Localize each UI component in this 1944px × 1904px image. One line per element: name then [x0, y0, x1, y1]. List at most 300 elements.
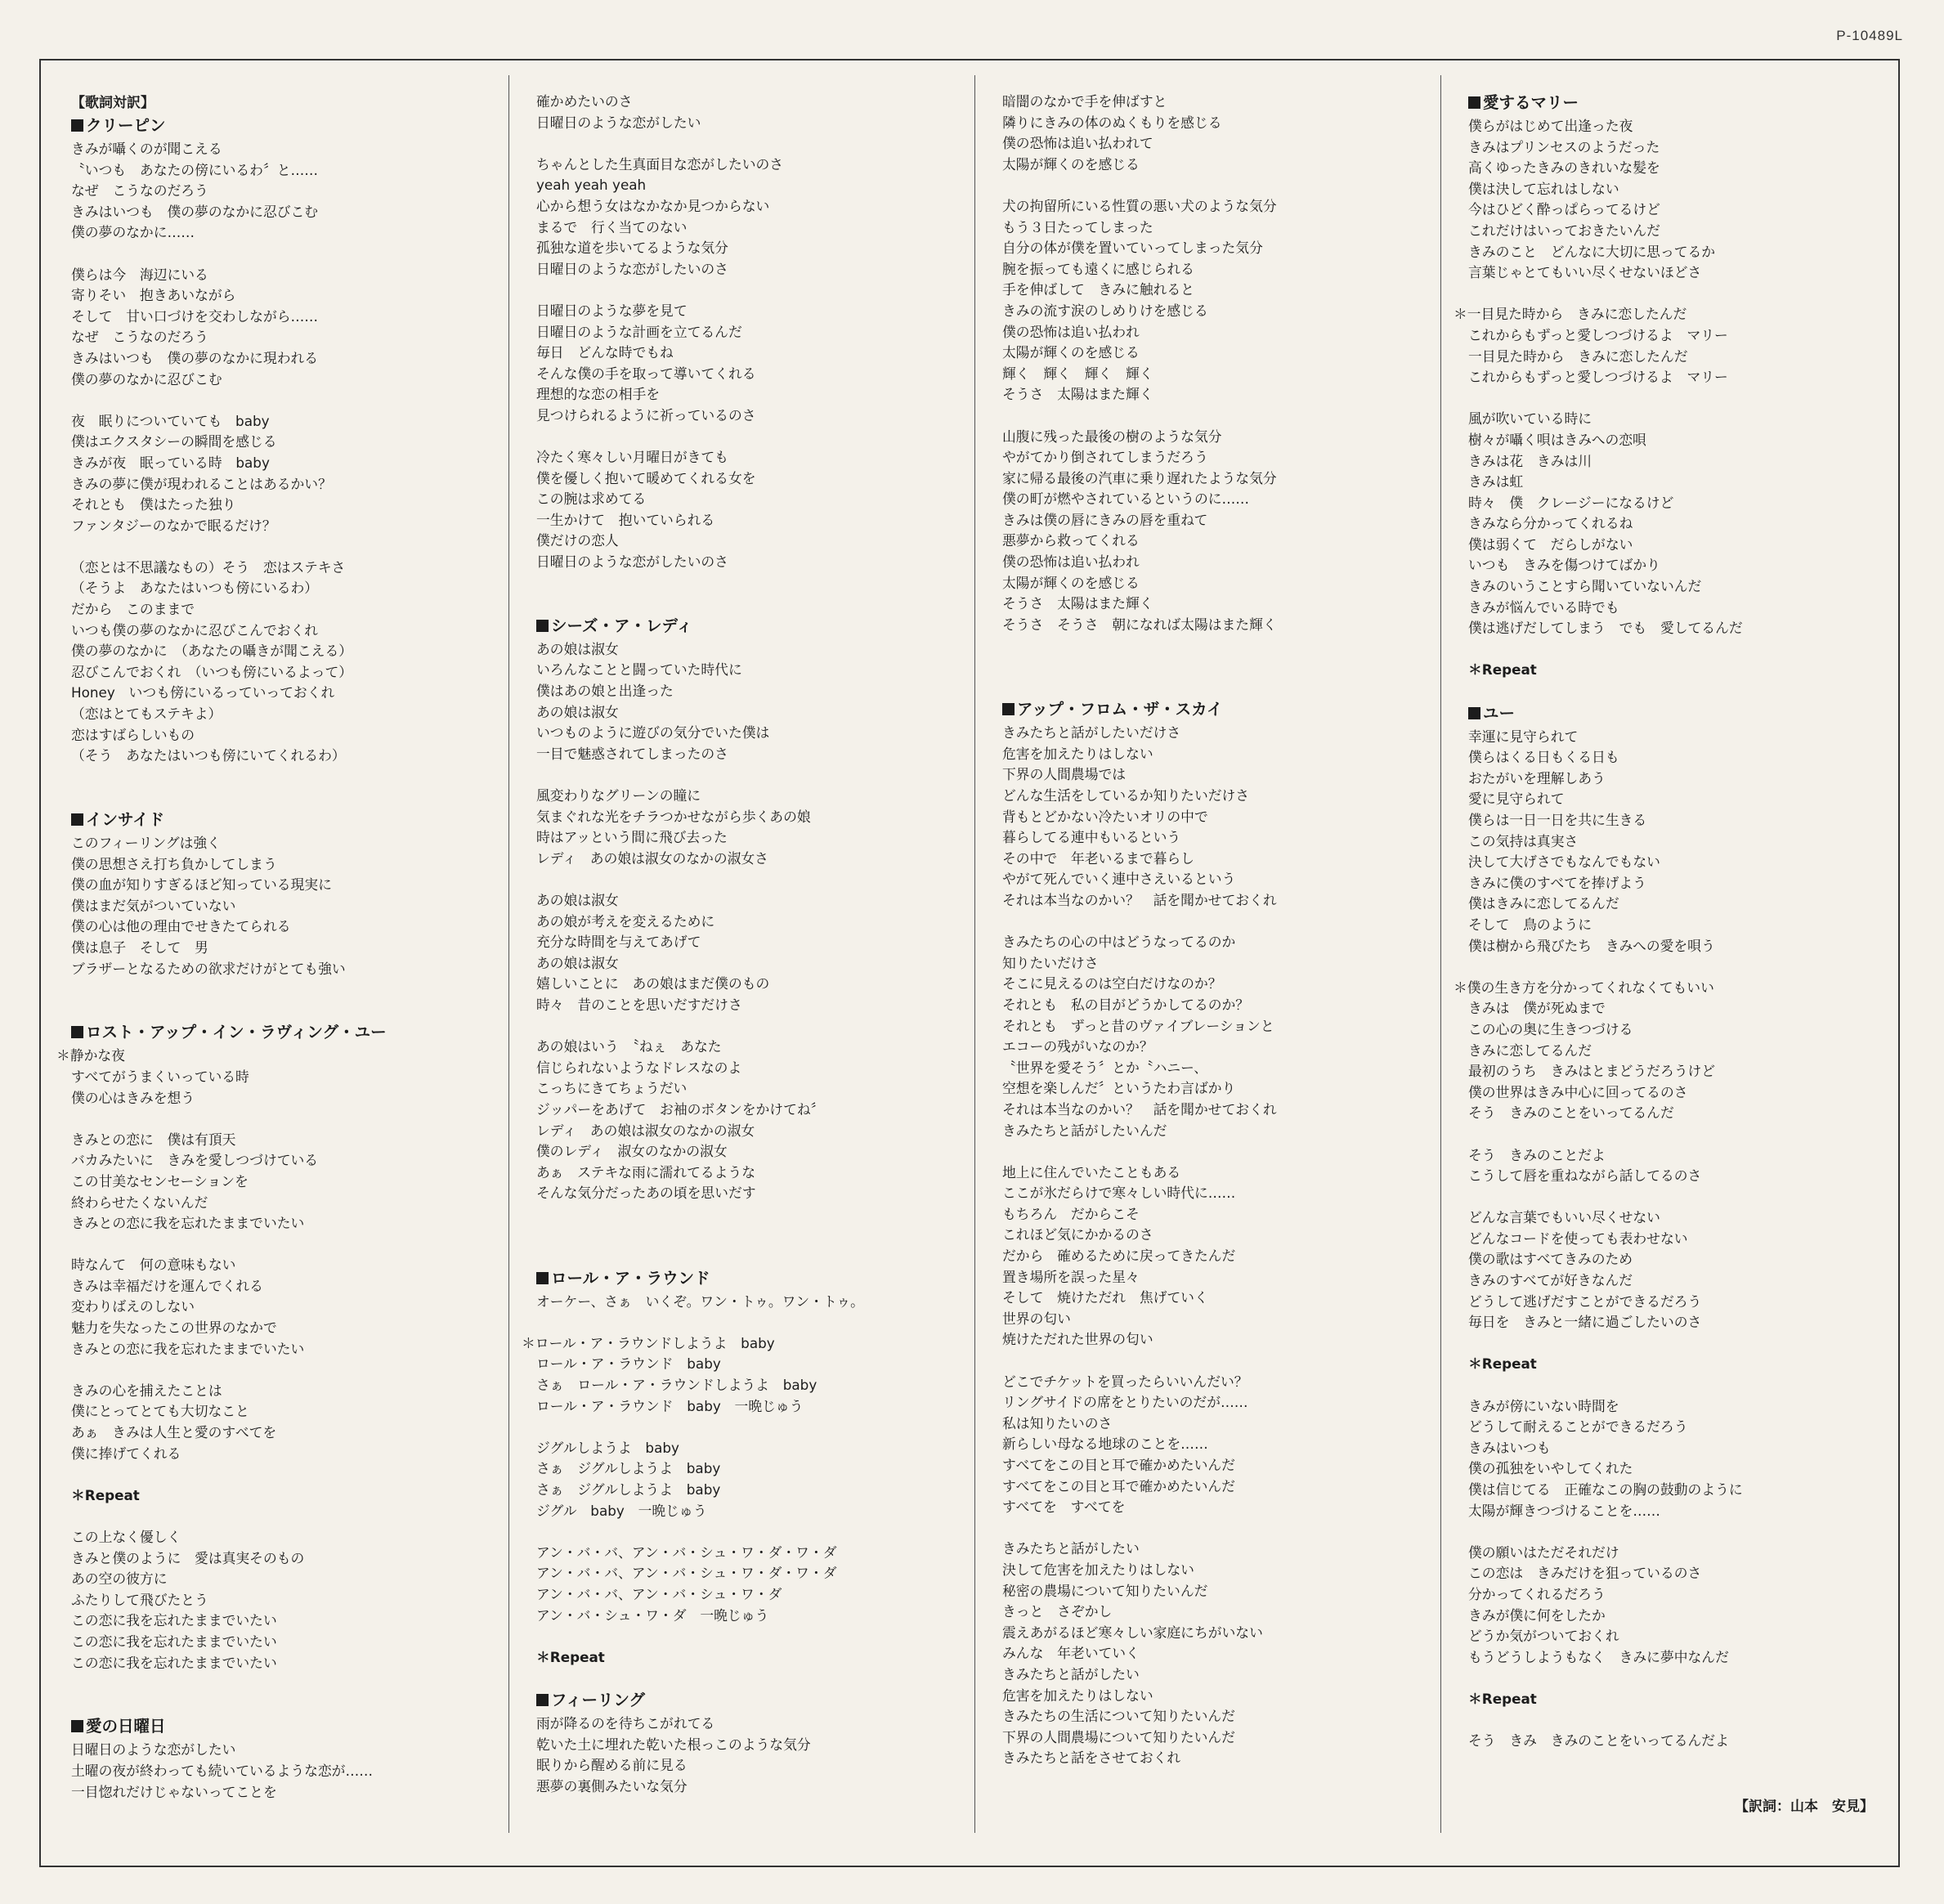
lyric-line: この腕は求めてる: [536, 491, 647, 508]
lyric-line: 僕の恐怖は追い払われて: [1002, 135, 1153, 152]
lyric-line: ここが氷だらけで寒々しい時代に……: [1002, 1185, 1236, 1202]
lyric-line: この恋は きみだけを狙っているのさ: [1468, 1565, 1702, 1582]
lyric-line: 嬉しいことに あの娘はまだ僕のもの: [536, 975, 770, 992]
lyric-line: 僕の孤独をいやしてくれた: [1468, 1460, 1633, 1477]
blank-line: [71, 244, 508, 265]
lyric-line: だから 確めるために戻ってきたんだ: [1002, 1248, 1236, 1265]
blank-line: [536, 764, 974, 786]
lyric-line: それとも 私の目がどうかしてるのか？: [1002, 996, 1250, 1013]
lyric-line: 僕の町が燃やされているというのに……: [1002, 491, 1250, 508]
song-title: アップ・フロム・ザ・スカイ: [1002, 698, 1440, 721]
lyric-line: 自分の体が僕を置いていってしまった気分: [1002, 240, 1263, 257]
lyric-line: そうさ 太陽はまた輝く: [1002, 595, 1153, 612]
lyric-line: きみたちと話がしたい: [1002, 1665, 1140, 1682]
song-title: インサイド: [71, 809, 508, 831]
lyric-line: ＊静かな夜: [56, 1047, 125, 1064]
lyric-line: 土曜の夜が終わっても続いているような恋が……: [71, 1762, 374, 1779]
song-title: ロール・ア・ラウンド: [536, 1267, 974, 1290]
blank-line: [1468, 1187, 1906, 1208]
lyric-line: これからもずっと愛しつづけるよ マリー: [1468, 326, 1728, 343]
lyric-line: きみたちと話がしたいんだ: [1002, 1122, 1167, 1139]
lyric-line: 眠りから醒める前に見る: [536, 1757, 688, 1774]
song-title: シーズ・ア・レディ: [536, 615, 974, 638]
blank-line: [536, 594, 974, 615]
lyric-line: あの娘は淑女: [536, 891, 619, 908]
lyric-line: いろんなことと闘っていた時代に: [536, 661, 742, 679]
lyric-line: 僕の夢のなかに （あなたの囁きが聞こえる）: [71, 643, 353, 660]
lyric-line: 犬の拘留所にいる性質の悪い犬のような気分: [1002, 197, 1277, 214]
lyric-line: あぁ きみは人生と愛のすべてを: [71, 1424, 277, 1441]
lyric-line: レディ あの娘は淑女のなかの淑女: [536, 1122, 755, 1139]
lyric-line: そう きみ きみのことをいってるんだよ: [1468, 1732, 1729, 1749]
lyric-line: 終わらせたくないんだ: [71, 1194, 208, 1211]
lyric-line: なぜ こうなのだろう: [71, 182, 208, 199]
lyric-line: この恋に我を忘れたままでいたい: [71, 1633, 277, 1650]
lyric-line: 危害を加えたりはしない: [1002, 745, 1153, 762]
lyric-line: 決して危害を加えたりはしない: [1002, 1561, 1194, 1578]
blank-line: [1468, 1521, 1906, 1543]
song-title: フィーリング: [536, 1689, 974, 1712]
repeat-marker: ＊Repeat: [71, 1486, 140, 1503]
lyric-line: 恋はすばらしいもの: [71, 726, 195, 743]
lyric-line: 知りたいだけさ: [1002, 954, 1099, 971]
lyric-line: きみは花 きみは川: [1468, 452, 1592, 469]
lyric-line: あの娘は淑女: [536, 954, 619, 971]
lyric-line: 雨が降るのを待ちこがれてる: [536, 1714, 715, 1732]
lyric-line: 僕は逃げだしてしまう でも 愛してるんだ: [1468, 620, 1743, 637]
lyric-line: そして 甘い口づけを交わしながら……: [71, 307, 319, 325]
lyric-line: 僕はあの娘と出逢った: [536, 683, 674, 700]
lyric-line: この甘美なセンセーションを: [71, 1172, 249, 1189]
blank-line: [1002, 1141, 1440, 1163]
lyric-line: 僕の夢のなかに忍びこむ: [71, 370, 222, 388]
lyric-line: 毎日を きみと一緒に過ごしたいのさ: [1468, 1314, 1702, 1331]
lyric-line: エコーの残がいなのか？: [1002, 1038, 1153, 1055]
blank-line: [71, 1695, 508, 1716]
lyric-line: ＊一目見た時から きみに恋したんだ: [1454, 306, 1687, 323]
lyric-line: 僕は息子 そして 男: [71, 939, 208, 956]
lyric-line: 乾いた土に埋れた乾いた根っこのような気分: [536, 1736, 811, 1753]
blank-line: [536, 1668, 974, 1689]
lyric-line: 時なんて 何の意味もない: [71, 1257, 236, 1274]
blank-line: [1468, 1375, 1906, 1396]
lyric-line: きみに恋してるんだ: [1468, 1042, 1592, 1059]
lyric-line: 僕はきみに恋してるんだ: [1468, 895, 1619, 912]
lyric-line: 僕のレディ 淑女のなかの淑女: [536, 1143, 728, 1160]
lyric-line: さぁ ロール・ア・ラウンドしようよ baby: [536, 1377, 817, 1394]
blank-line: [536, 1417, 974, 1438]
lyric-line: そこに見えるのは空白だけなのか？: [1002, 975, 1222, 992]
lyric-line: 〝世界を愛そう〞とか〝ハニー、: [1002, 1059, 1208, 1076]
lyric-line: 毎日 どんな時でもね: [536, 344, 674, 361]
lyric-line: あぁ ステキな雨に濡れてるような: [536, 1163, 755, 1180]
lyric-line: オーケー、さぁ いくぞ。ワン・トゥ。ワン・トゥ。: [536, 1292, 864, 1310]
lyric-line: 僕は弱くて だらしがない: [1468, 535, 1633, 553]
lyric-line: この上なく優しく: [71, 1529, 181, 1545]
blank-line: [1002, 1518, 1440, 1539]
blank-line: [1002, 175, 1440, 196]
lyric-line: ふたりして飛びたとう: [71, 1591, 208, 1608]
lyrics-sheet: [39, 59, 1900, 1867]
lyric-line: そんな気分だったあの頃を思いだす: [536, 1185, 756, 1202]
lyric-line: 〝いつも あなたの傍にいるわ〞と……: [71, 161, 319, 178]
blank-line: [536, 280, 974, 301]
lyric-line: 僕の心は他の理由でせきたてられる: [71, 918, 291, 935]
lyric-line: 日曜日のような恋がしたいのさ: [536, 260, 728, 277]
blank-line: [71, 979, 508, 1001]
lyric-line: （恋はとてもステキよ）: [71, 706, 222, 723]
song-title: 愛の日曜日: [71, 1715, 508, 1738]
blank-line: [1002, 656, 1440, 678]
lyric-line: きみたちと話がしたいだけさ: [1002, 724, 1181, 741]
blank-line: [536, 1225, 974, 1246]
lyric-line: ちゃんとした生真面目な恋がしたいのさ: [536, 155, 784, 172]
lyric-line: 風変わりなグリーンの瞳に: [536, 787, 701, 804]
lyric-line: （恋とは不思議なもの）そう 恋はステキさ: [71, 558, 346, 576]
lyric-line: この恋に我を忘れたままでいたい: [71, 1654, 277, 1671]
lyric-line: 空想を楽しんだ〞というたわ言ばかり: [1002, 1080, 1236, 1097]
lyric-line: きみと僕のように 愛は真実そのもの: [71, 1549, 305, 1566]
lyric-line: 腕を振っても遠くに感じられる: [1002, 260, 1194, 277]
lyric-line: これからもずっと愛しつづけるよ マリー: [1468, 369, 1728, 386]
blank-line: [71, 1464, 508, 1485]
column-divider: [1440, 75, 1441, 1833]
blank-line: [1002, 678, 1440, 699]
lyric-line: アン・バ・シュ・ワ・ダ 一晩じゅう: [536, 1606, 769, 1624]
lyric-line: すべてをこの目と耳で確かめたいんだ: [1002, 1457, 1235, 1473]
lyric-line: きみは虹: [1468, 473, 1524, 491]
lyric-line: 僕の夢のなかに……: [71, 224, 195, 241]
lyric-line: これだけはいっておきたいんだ: [1468, 222, 1660, 239]
lyric-line: きみのいうことすら聞いていないんだ: [1468, 578, 1702, 595]
lyric-line: 愛に見守られて: [1468, 791, 1565, 808]
blank-line: [536, 1521, 974, 1543]
lyric-line: アン・バ・バ、アン・バ・シュ・ワ・ダ・ワ・ダ: [536, 1543, 837, 1561]
lyric-line: 僕に捧げてくれる: [71, 1445, 181, 1462]
lyric-line: 僕を優しく抱いて暖めてくれる女を: [536, 469, 756, 486]
blank-line: [536, 133, 974, 155]
lyric-line: これほど気にかかるのさ: [1002, 1226, 1153, 1243]
lyric-line: きみたちの生活について知りたいんだ: [1002, 1708, 1235, 1725]
lyric-line: きみが悩んでいる時でも: [1468, 598, 1619, 616]
lyric-line: 一生かけて 抱いていられる: [536, 511, 715, 528]
lyric-line: 最初のうち きみはとまどうだろうけど: [1468, 1063, 1716, 1080]
lyric-line: 僕だけの恋人: [536, 532, 619, 549]
lyric-line: きみが夜 眠っている時 baby: [71, 454, 270, 471]
lyric-line: 暮らしてる連中もいるという: [1002, 829, 1181, 846]
lyrics-column-1: [56, 92, 508, 1803]
lyric-line: 僕の歌はすべてきみのため: [1468, 1251, 1633, 1268]
lyric-line: もちろん だからこそ: [1002, 1205, 1140, 1222]
lyric-line: どんな言葉でもいい尽くせない: [1468, 1209, 1660, 1226]
lyric-line: 信じられないようなドレスなのよ: [536, 1059, 742, 1076]
lyric-line: この恋に我を忘れたままでいたい: [71, 1612, 277, 1629]
lyric-line: きみたちと話がしたい: [1002, 1540, 1140, 1557]
lyric-line: 時はアッという間に飛び去った: [536, 829, 728, 846]
lyric-line: この気持は真実さ: [1468, 832, 1579, 849]
lyric-line: 僕らは一日一日を共に生きる: [1468, 812, 1647, 828]
lyric-line: 僕の恐怖は追い払われ: [1002, 323, 1140, 340]
lyric-line: 日曜日のような夢を見て: [536, 302, 688, 319]
lyric-line: どうして逃げだすことができるだろう: [1468, 1292, 1702, 1310]
lyric-line: 置き場所を誤った星々: [1002, 1268, 1140, 1285]
lyric-line: 確かめたいのさ: [536, 93, 633, 110]
lyric-line: きみの心を捕えたことは: [71, 1382, 222, 1399]
blank-line: [536, 427, 974, 448]
lyric-line: 僕らがはじめて出逢った夜: [1468, 118, 1633, 134]
lyric-line: 太陽が輝きつづけることを……: [1468, 1502, 1660, 1519]
lyric-line: きみは幸福だけを運んでくれる: [71, 1277, 263, 1294]
lyric-line: ジグル baby 一晩じゅう: [536, 1502, 707, 1519]
lyric-line: 時々 僕 クレージーになるけど: [1468, 494, 1674, 511]
lyric-line: あの空の彼方に: [71, 1570, 168, 1588]
lyric-line: ジグルしようよ baby: [536, 1439, 679, 1456]
lyrics-column-3: [1002, 92, 1440, 1769]
lyric-line: もう３日たってしまった: [1002, 218, 1153, 235]
blank-line: [71, 1360, 508, 1381]
lyric-line: 幸運に見守られて: [1468, 728, 1579, 745]
lyric-line: すべてをこの目と耳で確かめたいんだ: [1002, 1477, 1235, 1494]
lyric-line: 魅力を失なったこの世界のなかで: [71, 1319, 277, 1337]
lyric-line: バカみたいに きみを愛しつづけている: [71, 1152, 319, 1169]
blank-line: [1002, 635, 1440, 656]
lyric-line: 決して大げさでもなんでもない: [1468, 853, 1660, 871]
lyric-line: すべてを すべてを: [1002, 1499, 1126, 1516]
lyric-line: どんな生活をしているか知りたいだけさ: [1002, 787, 1250, 804]
song-title: クリーピン: [71, 114, 508, 137]
lyric-line: 一目見た時から きみに恋したんだ: [1468, 347, 1688, 365]
lyric-line: 日曜日のような計画を立てるんだ: [536, 323, 742, 340]
lyric-line: きみなら分かってくれるね: [1468, 515, 1633, 532]
lyric-line: このフィーリングは強く: [71, 835, 221, 851]
blank-line: [71, 1001, 508, 1022]
lyric-line: そして 焼けただれ 焦げていく: [1002, 1289, 1208, 1306]
lyric-line: 今はひどく酔っぱらってるけど: [1468, 201, 1660, 218]
blank-line: [536, 1016, 974, 1037]
blank-line: [1468, 388, 1906, 410]
blank-line: [1002, 912, 1440, 933]
lyric-line: 手を伸ばして きみに触れると: [1002, 281, 1194, 298]
lyric-line: 一目惚れだけじゃないってことを: [71, 1783, 277, 1800]
repeat-marker: ＊Repeat: [1468, 661, 1537, 679]
lyric-line: 樹々が囁く唄はきみへの恋唄: [1468, 431, 1646, 448]
lyric-line: 僕の思想さえ打ち負かしてしまう: [71, 855, 277, 872]
lyric-line: どんなコードを使っても表わせない: [1468, 1230, 1688, 1247]
lyric-line: 言葉じゃとてもいい尽くせないほどさ: [1468, 264, 1702, 281]
blank-line: [71, 1234, 508, 1256]
lyric-line: きみの流す涙のしめりけを感じる: [1002, 302, 1208, 319]
lyric-line: そう きみのことをいってるんだ: [1468, 1104, 1674, 1122]
blank-line: [71, 536, 508, 558]
lyric-line: だから このままで: [71, 601, 195, 618]
lyric-line: 震えあがるほど寒々しい家庭にちがいない: [1002, 1624, 1263, 1641]
lyric-line: こっちにきてちょうだい: [536, 1080, 688, 1097]
lyric-line: すべてがうまくいっている時: [71, 1068, 249, 1085]
lyric-line: 僕の世界はきみ中心に回ってるのさ: [1468, 1083, 1688, 1100]
blank-line: [536, 1204, 974, 1225]
section-tag: 【歌詞対訳】: [71, 95, 155, 111]
lyric-line: ＊ロール・ア・ラウンドしようよ baby: [522, 1334, 775, 1351]
lyric-line: 下界の人間農場について知りたいんだ: [1002, 1728, 1235, 1745]
blank-line: [1468, 284, 1906, 305]
blank-line: [536, 1312, 974, 1333]
lyric-line: きみが囁くのが聞こえる: [71, 141, 222, 157]
lyric-line: 世界の匂い: [1002, 1310, 1071, 1327]
lyric-line: きっと さぞかし: [1002, 1603, 1113, 1620]
lyric-line: 僕らは今 海辺にいる: [71, 266, 208, 283]
blank-line: [1468, 639, 1906, 661]
lyric-line: 危害を加えたりはしない: [1002, 1687, 1153, 1704]
column-divider: [974, 75, 975, 1833]
lyric-line: いつも僕の夢のなかに忍びこんでおくれ: [71, 621, 319, 638]
lyric-line: きみが僕に何をしたか: [1468, 1606, 1606, 1624]
lyric-line: （そうよ あなたはいつも傍にいるわ）: [71, 580, 319, 597]
lyric-line: 僕にとってとても大切なこと: [71, 1403, 249, 1420]
lyric-line: きみたちの心の中はどうなってるのか: [1002, 934, 1236, 951]
lyric-line: あの娘はいう 〝ねぇ あなた: [536, 1038, 722, 1055]
lyric-line: きみの夢に僕が現われることはあるかい？: [71, 475, 332, 492]
lyric-line: 新らしい母なる地球のことを……: [1002, 1436, 1208, 1453]
song-title: ロスト・アップ・イン・ラヴィング・ユー: [71, 1021, 508, 1044]
lyric-line: 僕はまだ気がついていない: [71, 897, 236, 914]
lyric-line: 心から想う女はなかなか見つからない: [536, 197, 770, 214]
lyric-line: みんな 年老いていく: [1002, 1645, 1140, 1662]
lyric-line: ジッパーをあげて お袖のボタンをかけてね〞: [536, 1100, 825, 1118]
lyric-line: 冷たく寒々しい月曜日がきても: [536, 449, 728, 466]
repeat-marker: ＊Repeat: [1468, 1355, 1537, 1373]
lyric-line: 僕は信じてる 正確なこの胸の鼓動のように: [1468, 1481, 1743, 1498]
lyric-line: 下界の人間農場では: [1002, 766, 1127, 783]
repeat-marker: ＊Repeat: [536, 1648, 605, 1665]
lyric-line: ブラザーとなるための欲求だけがとても強い: [71, 960, 346, 977]
blank-line: [71, 787, 508, 809]
blank-line: [1468, 1333, 1906, 1355]
lyric-line: 秘密の農場について知りたいんだ: [1002, 1582, 1208, 1599]
lyric-line: 悪夢から救ってくれる: [1002, 532, 1140, 549]
lyric-line: 僕の心はきみを想う: [71, 1089, 195, 1106]
lyric-line: 私は知りたいのさ: [1002, 1414, 1113, 1431]
lyrics-column-4: [1454, 92, 1906, 1752]
lyric-line: あの娘は淑女: [536, 703, 619, 720]
blank-line: [71, 1506, 508, 1527]
lyric-line: どうして耐えることができるだろう: [1468, 1418, 1688, 1436]
lyric-line: 忍びこんでおくれ （いつも傍にいるよって）: [71, 663, 353, 680]
lyric-line: 太陽が輝くのを感じる: [1002, 344, 1140, 361]
blank-line: [1002, 405, 1440, 427]
lyric-line: こうして唇を重ねながら話してるのさ: [1468, 1167, 1702, 1185]
lyric-line: yeah yeah yeah: [536, 177, 647, 194]
lyric-line: 僕はエクスタシーの瞬間を感じる: [71, 433, 277, 450]
song-title: 愛するマリー: [1468, 92, 1906, 114]
lyric-line: 風が吹いている時に: [1468, 410, 1592, 428]
blank-line: [71, 1673, 508, 1695]
blank-line: [1468, 956, 1906, 978]
lyric-line: 僕は樹から飛びたち きみへの愛を唄う: [1468, 937, 1715, 954]
lyrics-column-2: [522, 92, 974, 1797]
repeat-marker: ＊Repeat: [1468, 1690, 1537, 1707]
lyric-line: 理想的な恋の相手を: [536, 386, 661, 403]
lyric-line: きみとの恋に我を忘れたままでいたい: [71, 1340, 305, 1357]
lyric-line: やがて死んでいく連中さえいるという: [1002, 871, 1236, 888]
lyric-line: ファンタジーのなかで眠るだけ？: [71, 517, 276, 534]
lyric-line: きみとの恋に 僕は有頂天: [71, 1131, 236, 1148]
lyric-line: きみはいつも: [1468, 1439, 1551, 1456]
lyric-line: まるで 行く当てのない: [536, 218, 688, 235]
lyric-line: いつものように遊びの気分でいた僕は: [536, 724, 770, 741]
lyric-line: 変わりばえのしない: [71, 1298, 195, 1315]
lyric-line: 隣りにきみの体のぬくもりを感じる: [1002, 114, 1222, 131]
lyric-line: きみはいつも 僕の夢のなかに忍びこむ: [71, 203, 319, 220]
lyric-line: きみはいつも 僕の夢のなかに現われる: [71, 349, 319, 366]
lyric-line: いつも きみを傷つけてばかり: [1468, 557, 1660, 574]
lyric-line: リングサイドの席をとりたいのだが……: [1002, 1394, 1248, 1411]
lyric-line: もうどうしようもなく きみに夢中なんだ: [1468, 1648, 1729, 1665]
lyric-line: この心の奥に生きつづける: [1468, 1020, 1633, 1037]
lyric-line: （そう あなたはいつも傍にいてくれるわ）: [71, 747, 346, 764]
lyric-line: きみに僕のすべてを捧げよう: [1468, 874, 1646, 891]
lyric-line: 一目で魅惑されてしまったのさ: [536, 745, 728, 762]
lyric-line: 僕の恐怖は追い払われ: [1002, 553, 1140, 571]
lyric-line: 夜 眠りについていても baby: [71, 412, 270, 429]
blank-line: [536, 869, 974, 890]
blank-line: [71, 390, 508, 411]
blank-line: [71, 767, 508, 788]
lyric-line: 僕は決して忘れはしない: [1468, 180, 1619, 197]
lyric-line: 背もとどかない冷たいオリの中で: [1002, 808, 1208, 825]
blank-line: [536, 573, 974, 594]
lyric-line: 僕らはくる日もくる日も: [1468, 749, 1619, 766]
lyric-line: 日曜日のような恋がしたいのさ: [536, 553, 728, 571]
lyric-line: どこでチケットを買ったらいいんだい？: [1002, 1373, 1248, 1390]
lyric-line: 日曜日のような恋がしたい: [71, 1741, 236, 1758]
lyric-line: 僕の願いはただそれだけ: [1468, 1543, 1619, 1561]
blank-line: [1468, 681, 1906, 702]
lyric-line: ロール・ア・ラウンド baby: [536, 1355, 721, 1373]
lyric-line: そうさ そうさ 朝になれば太陽はまた輝く: [1002, 616, 1277, 633]
blank-line: [1468, 1124, 1906, 1145]
lyric-line: そして 鳥のように: [1468, 916, 1592, 933]
lyric-line: 寄りそい 抱きあいながら: [71, 287, 236, 304]
lyric-line: そう きみのことだよ: [1468, 1146, 1606, 1163]
lyric-line: やがてかり倒されてしまうだろう: [1002, 449, 1208, 466]
lyric-line: そうさ 太陽はまた輝く: [1002, 386, 1153, 403]
lyric-line: きみとの恋に我を忘れたままでいたい: [71, 1215, 305, 1232]
lyric-line: さぁ ジグルしようよ baby: [536, 1460, 721, 1477]
lyric-line: それは本当なのかい？ 話を聞かせておくれ: [1002, 1100, 1277, 1118]
blank-line: [536, 1246, 974, 1267]
lyric-line: そんな僕の手を取って導いてくれる: [536, 365, 756, 382]
lyric-line: どうか気がついておくれ: [1468, 1628, 1619, 1645]
lyric-line: 暗闇のなかで手を伸ばすと: [1002, 93, 1167, 110]
lyric-line: アン・バ・バ、アン・バ・シュ・ワ・ダ: [536, 1585, 782, 1602]
lyric-line: 気まぐれな光をチラつかせながら歩くあの娘: [536, 808, 811, 825]
column-divider: [508, 75, 509, 1833]
lyric-line: きみのこと どんなに大切に思ってるか: [1468, 243, 1716, 260]
lyric-line: 山腹に残った最後の樹のような気分: [1002, 428, 1222, 445]
blank-line: [1468, 1710, 1906, 1732]
lyric-line: おたがいを理解しあう: [1468, 769, 1606, 786]
lyric-line: 輝く 輝く 輝く 輝く: [1002, 365, 1153, 382]
lyric-line: ＊僕の生き方を分かってくれなくてもいい: [1454, 979, 1714, 996]
lyric-line: 見つけられるように祈っているのさ: [536, 406, 756, 423]
lyric-line: きみは 僕が死ぬまで: [1468, 1000, 1606, 1017]
lyric-line: 悪夢の裏側みたいな気分: [536, 1777, 688, 1794]
lyric-line: きみが傍にいない時間を: [1468, 1397, 1619, 1414]
lyric-line: さぁ ジグルしようよ baby: [536, 1481, 721, 1498]
lyric-line: 僕の血が知りすぎるほど知っている現実に: [71, 876, 332, 894]
lyric-line: ロール・ア・ラウンド baby 一晩じゅう: [536, 1397, 804, 1414]
lyric-line: 孤独な道を歩いてるような気分: [536, 240, 728, 257]
